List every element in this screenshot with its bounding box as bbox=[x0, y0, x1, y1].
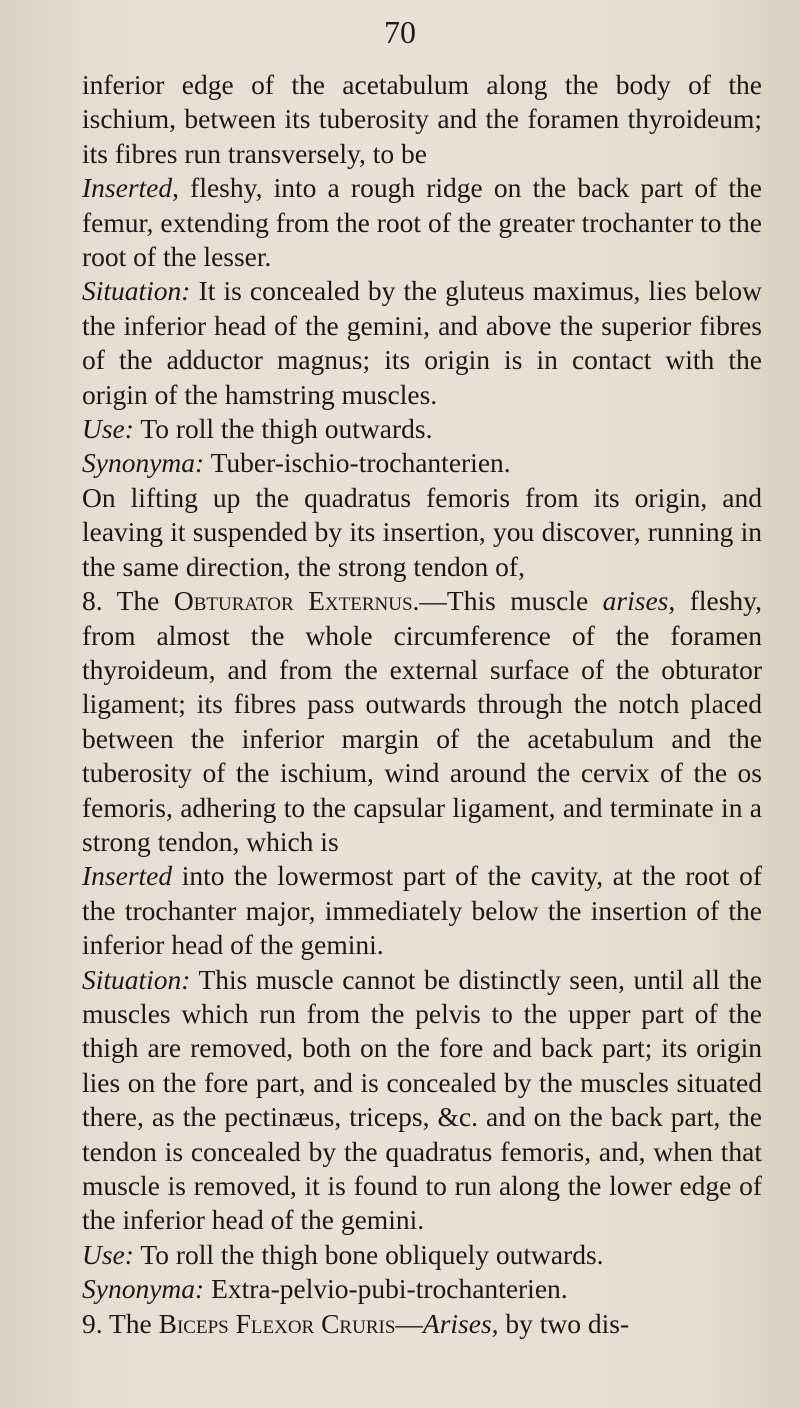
italic-text: Synonyma: bbox=[82, 1273, 205, 1305]
text-run: , by two dis- bbox=[491, 1307, 630, 1339]
paragraph bbox=[82, 1307, 762, 1341]
text-run: It is concealed by the gluteus maximus, lies below the inferior head of the gemini, and above the superior fibres of the adductor magnus; its origin is in contact with the origin of the hamstring muscles. bbox=[82, 275, 762, 410]
paragraph bbox=[82, 963, 762, 1238]
italic-text: Use: bbox=[82, 1238, 134, 1270]
paragraph bbox=[82, 412, 762, 446]
italic-text: Inserted bbox=[82, 860, 173, 892]
paragraph bbox=[82, 584, 762, 859]
smallcaps-text: Biceps Flexor Cruris bbox=[158, 1307, 396, 1339]
paragraph bbox=[82, 446, 762, 480]
paragraph bbox=[82, 1272, 762, 1306]
paragraph bbox=[82, 1238, 762, 1272]
italic-text: Situation: bbox=[82, 963, 191, 995]
text-run: .—This muscle bbox=[412, 585, 603, 617]
paragraph bbox=[82, 274, 762, 412]
text-run: Extra-pelvio-pubi-trochanterien. bbox=[204, 1273, 568, 1305]
paragraph bbox=[82, 481, 762, 584]
text-run: 8. The bbox=[82, 585, 174, 617]
body-text bbox=[82, 68, 762, 1341]
italic-text: Situation: bbox=[82, 275, 191, 307]
text-run: 9. The bbox=[82, 1307, 159, 1339]
text-run: This muscle cannot be distinctly seen, until all the muscles which run from the pelvis to the upper part of the thigh are removed, both on the fore and back part; its origin lies on the fore part, and is concealed by the muscles situated there, as the pectinæus, triceps, &c. and on the back part, the tendon is concealed by the quadratus femoris, and, when that muscle is removed, it is found to run along the lower edge of the inferior head of the gemini. bbox=[82, 963, 762, 1236]
italic-text: Synonyma: bbox=[82, 447, 205, 479]
text-run: , fleshy, into a rough ridge on the back part of the femur, extending from the root of the greater trochanter to the root of the lesser. bbox=[82, 172, 762, 273]
text-run: inferior edge of the acetabulum along the body of the ischium, between its tuberosity and the foramen thyroideum; its fibres run transversely, to be bbox=[82, 69, 762, 169]
paragraph bbox=[82, 859, 762, 962]
text-run: On lifting up the quadratus femoris from its origin, and leaving it suspended by its insertion, you discover, running in the same direction, the strong tendon of, bbox=[82, 481, 762, 582]
italic-text: arises bbox=[602, 585, 669, 617]
paragraph bbox=[82, 171, 762, 274]
paragraph bbox=[82, 68, 762, 171]
italic-text: Arises bbox=[422, 1307, 492, 1339]
text-run: Tuber-ischio-trochanterien. bbox=[204, 447, 511, 479]
text-run: To roll the thigh outwards. bbox=[133, 413, 433, 445]
text-run: into the lowermost part of the cavity, at the root of the trochanter major, immediately below the insertion of the inferior head of the gemini. bbox=[82, 860, 762, 961]
text-run: , fleshy, from almost the whole circumference of the foramen thyroideum, and from the external surface of the obturator ligament; its fibres pass outwards through the notch placed between the inferior margin of the acetabulum and the tuberosity of the ischium, wind around the cervix of the os femoris, adhering to the capsular ligament, and terminate in a strong tendon, which is bbox=[82, 585, 763, 857]
text-run: — bbox=[395, 1307, 423, 1339]
italic-text: Use: bbox=[82, 413, 134, 445]
smallcaps-text: Obturator Externus bbox=[173, 585, 413, 617]
text-run: To roll the thigh bone obliquely outwards. bbox=[133, 1238, 604, 1270]
page-number: 70 bbox=[384, 14, 416, 50]
italic-text: Inserted bbox=[82, 172, 173, 204]
